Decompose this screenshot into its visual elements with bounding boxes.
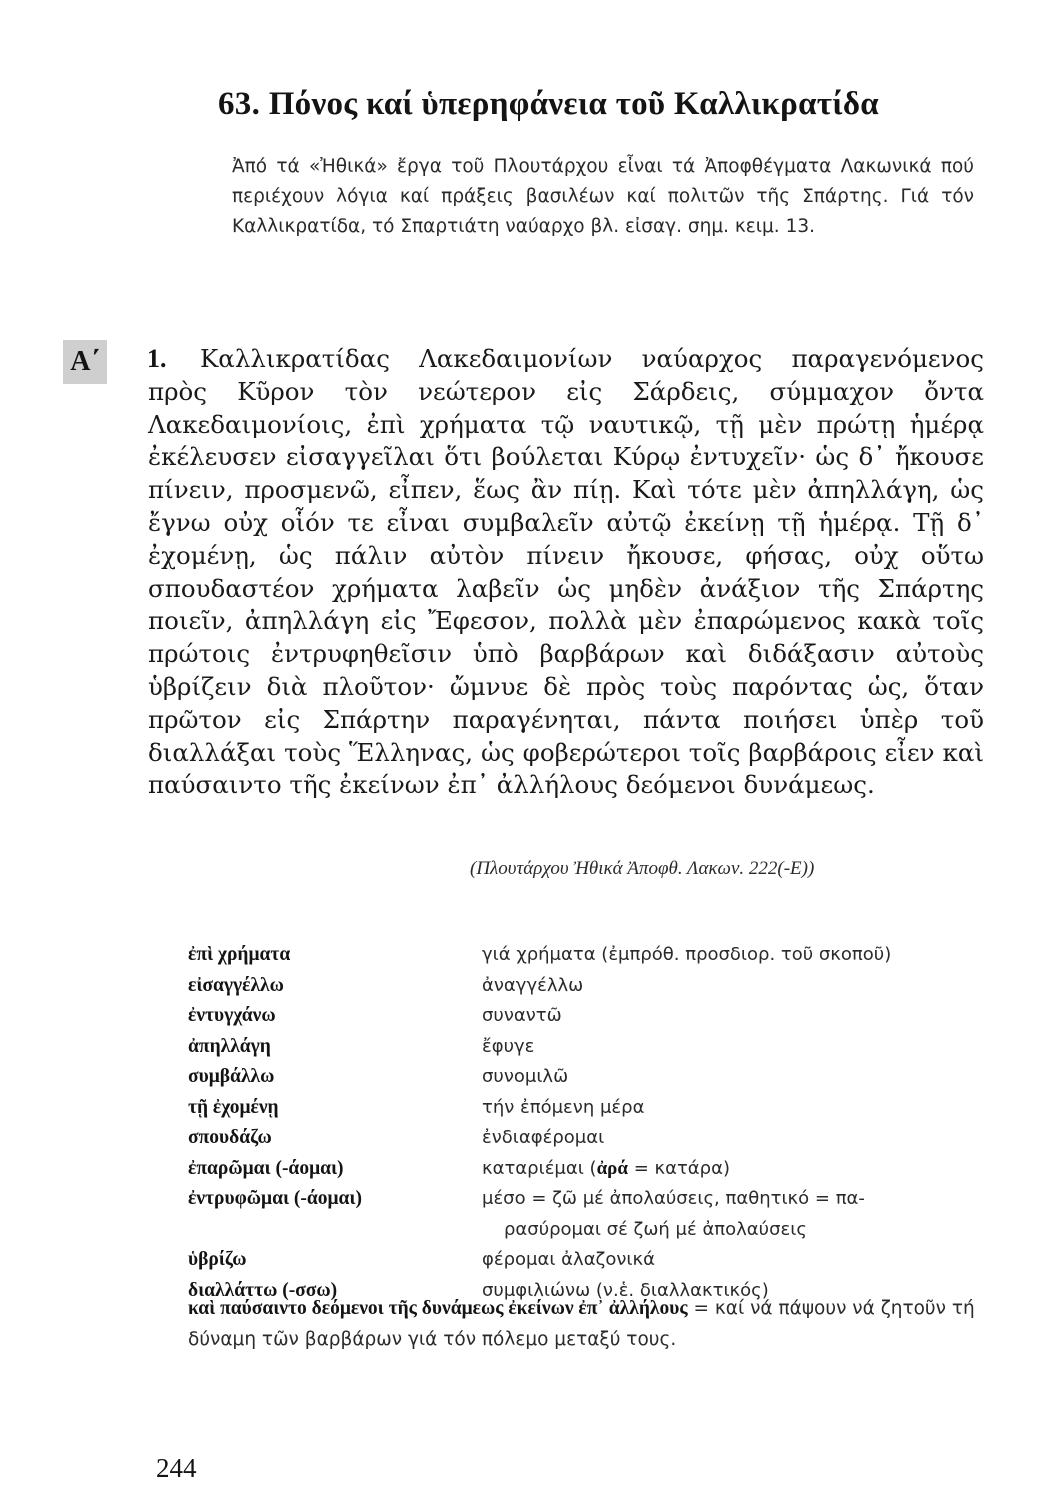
glossary-definition <box>482 1158 992 1180</box>
glossary-term: ἐντρυφῶμαι (-άομαι) <box>188 1188 362 1209</box>
glossary-term: εἰσαγγέλλω <box>188 974 284 996</box>
glossary-term: ἐντυγχάνω <box>188 1005 276 1026</box>
glossary-row <box>188 1005 988 1036</box>
glossary-term: τῇ ἐχομένῃ <box>188 1096 279 1118</box>
glossary-definition: γιά χρήματα (ἐμπρόθ. προσδιορ. τοῦ σκοποῦ) <box>482 944 892 965</box>
page-number: 244 <box>156 1453 197 1483</box>
glossary-final-entry <box>188 1293 988 1355</box>
glossary-definition: φέρομαι ἀλαζονικά <box>482 1249 655 1270</box>
glossary-row <box>188 1188 988 1219</box>
glossary-definition: ἐνδιαφέρομαι <box>482 1127 605 1148</box>
glossary-row <box>188 1158 988 1189</box>
glossary-term: ὑβρίζω <box>188 1249 247 1270</box>
glossary-definition: = καί νά πάψουν νά ζητοῦν τή δύναμη τῶν βαρβάρων γιά τόν πόλεμο μεταξύ τους. <box>188 1298 975 1350</box>
glossary-term: ἀπηλλάγη <box>188 1035 271 1057</box>
glossary-definition: μέσο = ζῶ μέ ἀπολαύσεις, παθητικό = πα- <box>482 1188 865 1209</box>
main-text: Καλλικρατίδας Λακεδαιμονίων ναύαρχος παραγενόμενος πρὸς Κῦρον τὸν νεώτερον εἰς Σάρδεις, σύμμαχον ὄντα Λακεδαιμονίοις, ἐπὶ χρήματα τῷ ναυτικῷ, τῇ μὲν πρώτῃ ἡμέρᾳ ἐκέλευσεν εἰσαγγεῖλαι ὅτι βούλεται Κύρῳ ἐντυχεῖν· ὡς δ᾽ ἤκουσε πίνειν, προσμενῶ, εἶπεν, ἕως ἂν πίῃ. Καὶ τότε μὲν ἀπηλλάγη, ὡς ἔγνω οὐχ οἷόν τε εἶναι συμβαλεῖν αὐτῷ ἐκείνῃ τῇ ἡμέρᾳ. Τῇ δ᾽ ἐχομένῃ, ὡς πάλιν αὐτὸν πίνειν ἤκουσε, φήσας, οὐχ οὕτω σπουδαστέον χρήματα λαβεῖν ὡς μηδὲν ἀνάξιον τῆς Σπάρτης ποιεῖν, ἀπηλλάγη εἰς Ἔφεσον, πολλὰ μὲν ἐπαρώμενος κακὰ τοῖς πρώτοις ἐντρυφηθεῖσιν ὑπὸ βαρβάρων καὶ διδάξασιν αὐτοὺς ὑβρίζειν διὰ πλοῦτον· ὤμνυε δὲ πρὸς τοὺς παρόντας ὡς, ὅταν πρῶτον εἰς Σπάρτην παραγένηται, πάντα ποιήσει ὑπὲρ τοῦ διαλλάξαι τοὺς Ἕλληνας, ὡς φοβερώτεροι τοῖς βαρβάροις εἶεν καὶ παύσαιντο τῆς ἐκείνων ἐπ᾽ ἀλλήλους δεόμενοι δυνάμεως. <box>148 344 984 800</box>
glossary-definition-bold: ἀρά <box>596 1157 628 1179</box>
glossary-definition: συμφιλιώνω (ν.ἑ. διαλλακτικός) <box>482 1279 769 1301</box>
glossary-definition-part: καταριέμαι ( <box>482 1157 597 1179</box>
intro-note: Ἀπό τά «Ἠθικά» ἔργα τοῦ Πλουτάρχου εἶναι τά Ἀποφθέγματα Λακωνικά πού περιέχουν λόγια καί πράξεις βασιλέων καί πολιτῶν τῆς Σπάρτης. Γιά τόν Καλλικρατίδα, τό Σπαρτιάτη ναύαρχο βλ. εἰσαγ. σημ. κειμ. 13. <box>232 156 974 237</box>
page-title: 63. Πόνος καί ὑπερηφάνεια τοῦ Καλλικρατίδα <box>218 86 879 122</box>
glossary-term: ἐπὶ χρήματα <box>188 944 291 965</box>
source-citation: (Πλουτάρχου Ἠθικά Ἀποφθ. Λακων. 222(-Ε)) <box>470 858 815 879</box>
glossary-term: ἐπαρῶμαι (-άομαι) <box>188 1157 344 1179</box>
glossary-definition: συνομιλῶ <box>482 1066 569 1087</box>
glossary-row <box>188 975 988 1006</box>
glossary-definition: συναντῶ <box>482 1005 562 1026</box>
glossary-row <box>188 944 988 975</box>
glossary-definition-continuation: ρασύρομαι σέ ζωή μέ ἀπολαύσεις <box>504 1218 807 1240</box>
glossary-term: σπουδάζω <box>188 1127 272 1148</box>
glossary-row <box>188 1249 988 1280</box>
glossary-definition: ἀναγγέλλω <box>482 974 584 996</box>
glossary <box>188 944 988 1310</box>
glossary-term: συμβάλλω <box>188 1066 275 1087</box>
glossary-row <box>188 1036 988 1067</box>
glossary-row <box>188 1127 988 1158</box>
glossary-term: καὶ παύσαιντο δεόμενοι τῆς δυνάμεως ἐκείνων ἐπ᾽ ἀλλήλους <box>188 1298 688 1319</box>
glossary-row <box>188 1097 988 1128</box>
glossary-row-continuation <box>188 1219 988 1250</box>
glossary-row <box>188 1066 988 1097</box>
paragraph-number: 1. <box>147 344 167 373</box>
glossary-definition: τήν ἐπόμενη μέρα <box>482 1096 645 1118</box>
glossary-definition: ἔφυγε <box>482 1035 535 1057</box>
glossary-term: διαλλάττω (-σσω) <box>188 1279 338 1301</box>
glossary-definition-part: = κατάρα) <box>627 1157 730 1179</box>
section-badge: Α΄ <box>63 340 107 384</box>
